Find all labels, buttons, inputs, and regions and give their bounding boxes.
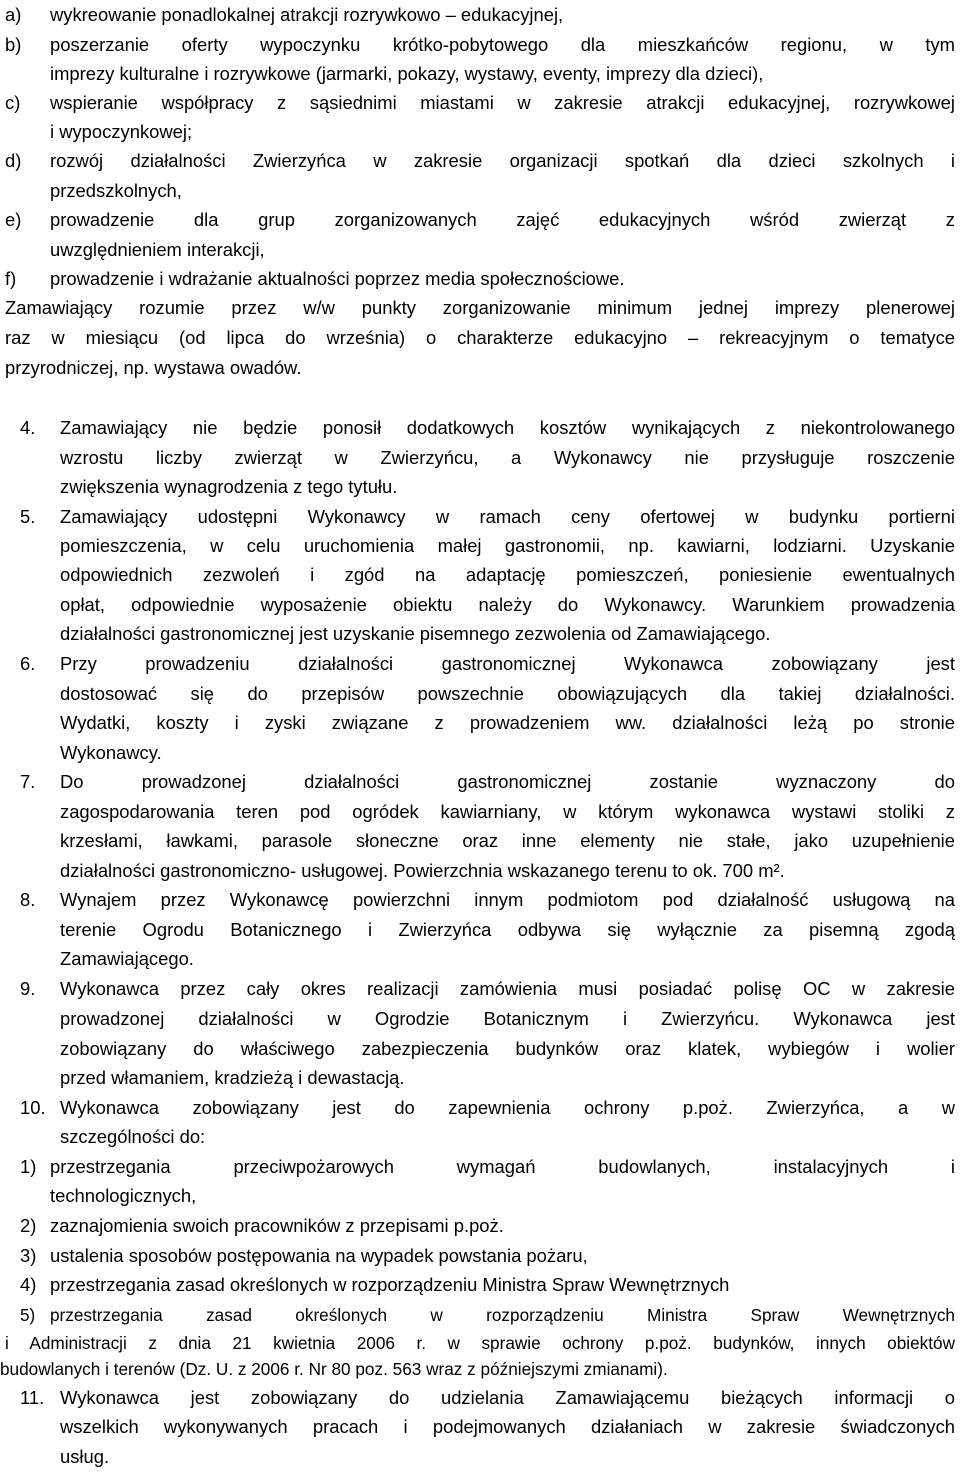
item-label-c: c) — [5, 92, 21, 113]
item-text: dostosować się do przepisów powszechnie obowiązujących dla takiej działalności. — [60, 683, 955, 704]
item-text: przestrzegania przeciwpożarowych wymagań budowlanych, instalacyjnych i — [50, 1156, 955, 1177]
item-label: 9. — [20, 978, 36, 999]
item-text: technologicznych, — [50, 1185, 197, 1206]
item-text: opłat, odpowiednie wyposażenie obiektu należy do Wykonawcy. Warunkiem prowadzenia — [60, 594, 955, 615]
item-text: działalności gastronomicznej jest uzyskanie pisemnego zezwolenia od Zamawiającego. — [60, 623, 771, 644]
list-item-b: poszerzanie oferty wypoczynku krótko-pobytowego dla mieszkańców regionu, w tym — [50, 34, 955, 55]
item-text: wspieranie współpracy z sąsiednimi miastami w zakresie atrakcji edukacyjnej, rozrywkowej — [50, 92, 955, 113]
item-label-e: e) — [5, 209, 22, 230]
item-text: Do prowadzonej działalności gastronomicznej zostanie wyznaczony do — [60, 771, 955, 792]
item-text: i Administracji z dnia 21 kwietnia 2006 r. w sprawie ochrony p.poż. budynków, innych obiektów — [5, 1333, 955, 1353]
item-text: zaznajomienia swoich pracowników z przepisami p.poż. — [50, 1215, 504, 1236]
item-label: 8. — [20, 889, 36, 910]
item-label — [0, 31, 960, 59]
item-text: Przy prowadzeniu działalności gastronomicznej Wykonawca zobowiązany jest — [60, 653, 955, 674]
paragraph-line: Zamawiający rozumie przez w/w punkty zorganizowanie minimum jednej imprezy plenerowej — [5, 297, 955, 318]
item-text: Wynajem przez Wykonawcę powierzchni innym podmiotom pod działalność usługową na — [60, 889, 955, 910]
list-item-f — [0, 265, 960, 293]
item-label: 4) — [20, 1274, 37, 1295]
item-label: 7. — [20, 771, 36, 792]
item-text: terenie Ogrodu Botanicznego i Zwierzyńca odbywa się wyłącznie za pisemną zgodą — [60, 919, 955, 940]
item-label-f: f) — [5, 268, 17, 289]
item-label: 1) — [20, 1156, 37, 1177]
item-text: imprezy kulturalne i rozrywkowe (jarmarki, pokazy, wystawy, eventy, imprezy dla dzieci), — [50, 63, 764, 84]
item-label: 6. — [20, 653, 36, 674]
item-text: przed włamaniem, kradzieżą i dewastacją. — [60, 1067, 405, 1088]
sub-item-4 — [0, 1271, 960, 1299]
paragraph-line: raz w miesiącu (od lipca do września) o charakterze edukacyjno – rekreacyjnym o tematyce — [5, 327, 955, 348]
item-text: Zamawiającego. — [60, 948, 194, 969]
item-text: wszelkich wykonywanych pracach i podejmowanych działaniach w zakresie świadczonych — [60, 1416, 955, 1437]
item-label: 5. — [20, 506, 36, 527]
item-text: Wykonawca zobowiązany jest do zapewnienia ochrony p.poż. Zwierzyńca, a w — [60, 1097, 955, 1118]
item-text: budowlanych i terenów (Dz. U. z 2006 r. Nr 80 poz. 563 wraz z późniejszymi zmianami). — [0, 1359, 668, 1379]
item-label-d: d) — [5, 150, 22, 171]
item-text: wzrostu liczby zwierząt w Zwierzyńcu, a Wykonawcy nie przysługuje roszczenie — [60, 447, 955, 468]
item-text: Wykonawcy. — [60, 742, 162, 763]
item-text: odpowiednich zezwoleń i zgód na adaptację pomieszczeń, poniesienie ewentualnych — [60, 564, 955, 585]
item-text: przedszkolnych, — [50, 180, 182, 201]
sub-item-3 — [0, 1242, 960, 1270]
item-label: a) — [5, 4, 22, 25]
item-text: zwiększenia wynagrodzenia z tego tytułu. — [60, 476, 398, 497]
paragraph-line: przyrodniczej, np. wystawa owadów. — [5, 357, 302, 378]
item-text: usług. — [60, 1446, 110, 1467]
item-label: 11. — [20, 1387, 45, 1408]
item-label: 5) — [20, 1305, 36, 1325]
item-text: ustalenia sposobów postępowania na wypadek powstania pożaru, — [50, 1245, 588, 1266]
item-label: 2) — [20, 1215, 37, 1236]
item-text: prowadzenie i wdrażanie aktualności poprzez media społecznościowe. — [50, 268, 625, 289]
item-text: Wykonawca jest zobowiązany do udzielania Zamawiającemu bieżących informacji o — [60, 1387, 955, 1408]
item-text: prowadzonej działalności w Ogrodzie Botanicznym i Zwierzyńcu. Wykonawca jest — [60, 1008, 955, 1029]
item-text: Zamawiający udostępni Wykonawcy w ramach ceny ofertowej w budynku portierni — [60, 506, 955, 527]
item-text: Zamawiający nie będzie ponosił dodatkowych kosztów wynikających z niekontrolowanego — [60, 417, 955, 438]
item-text: działalności gastronomiczno- usługowej. Powierzchnia wskazanego terenu to ok. 700 m². — [60, 860, 785, 881]
item-text: Wydatki, koszty i zyski związane z prowadzeniem ww. działalności leżą po stronie — [60, 712, 955, 733]
item-label: 4. — [20, 417, 36, 438]
item-text: Wykonawca przez cały okres realizacji zamówienia musi posiadać polisę OC w zakresie — [60, 978, 955, 999]
item-text: przestrzegania zasad określonych w rozporządzeniu Ministra Spraw Wewnętrznych — [50, 1274, 730, 1295]
item-text: zagospodarowania teren pod ogródek kawiarniany, w którym wykonawca wystawi stoliki z — [60, 801, 955, 822]
item-text: uwzględnieniem interakcji, — [50, 239, 265, 260]
item-label-b: b) — [5, 34, 22, 55]
item-text: zobowiązany do właściwego zabezpieczenia budynków oraz klatek, wybiegów i wolier — [60, 1038, 955, 1059]
item-text: i wypoczynkowej; — [50, 121, 193, 142]
sub-item-2 — [0, 1212, 960, 1240]
item-label: 10. — [20, 1097, 46, 1118]
item-text: wykreowanie ponadlokalnej atrakcji rozrywkowo – edukacyjnej, — [50, 4, 564, 25]
item-text: szczególności do: — [60, 1126, 206, 1147]
item-text: krzesłami, ławkami, parasole słoneczne oraz inne elementy nie stałe, jako uzupełnienie — [60, 830, 955, 851]
list-item-a — [0, 1, 960, 29]
item-text: rozwój działalności Zwierzyńca w zakresie organizacji spotkań dla dzieci szkolnych i — [50, 150, 955, 171]
item-text: pomieszczenia, w celu uruchomienia małej gastronomii, np. kawiarni, lodziarni. Uzyskanie — [60, 535, 955, 556]
item-label: 3) — [20, 1245, 37, 1266]
item-text: przestrzegania zasad określonych w rozporządzeniu Ministra Spraw Wewnętrznych — [50, 1305, 955, 1325]
item-text: prowadzenie dla grup zorganizowanych zajęć edukacyjnych wśród zwierząt z — [50, 209, 955, 230]
